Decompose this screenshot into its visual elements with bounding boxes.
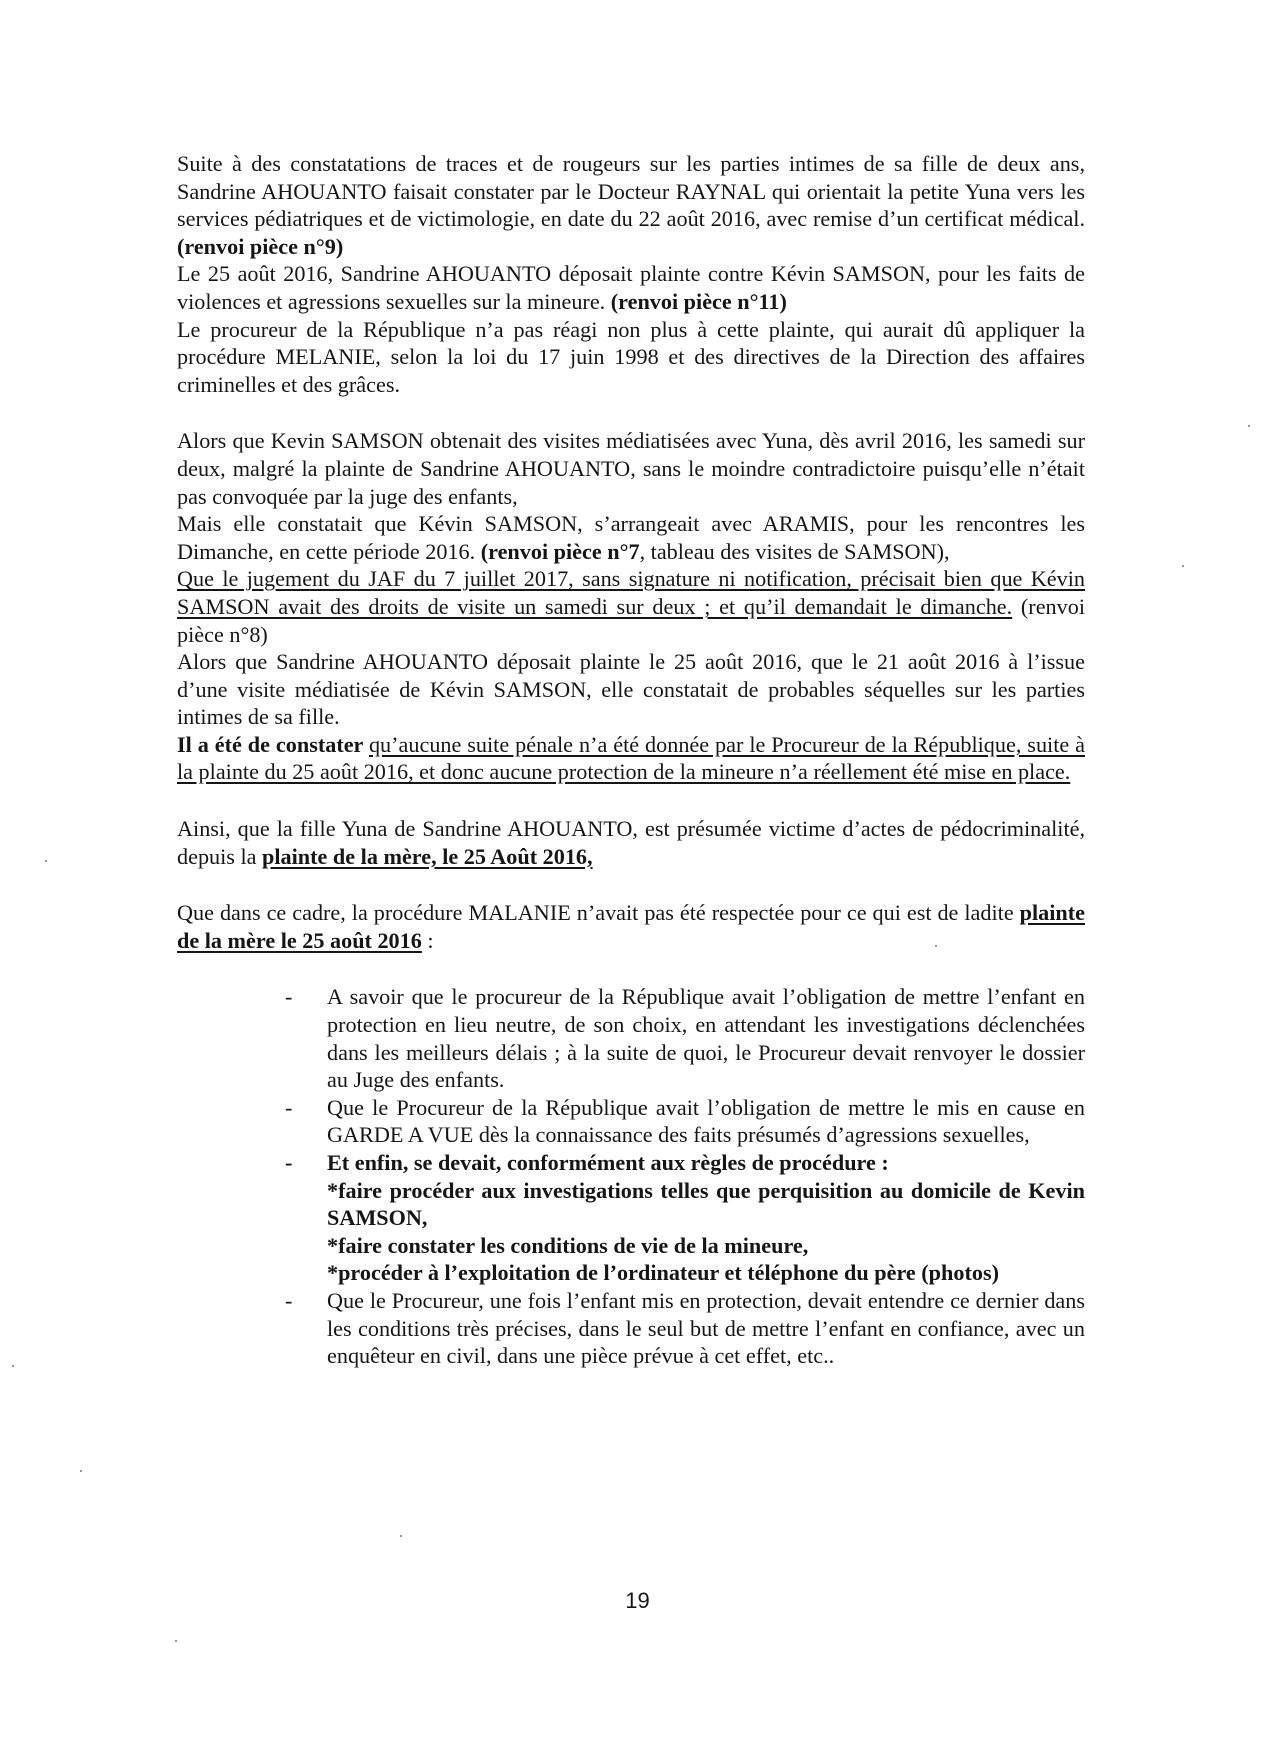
bold-underlined-text: plainte de la mère, le 25 Août 2016, bbox=[262, 843, 593, 869]
sub-item: *faire procéder aux investigations telles que perquisition au domicile de Kevin SAMSON, bbox=[327, 1177, 1085, 1231]
bold-underlined-text: plainte de la mère le 25 août 2016 bbox=[177, 900, 1085, 953]
paragraph-spacer bbox=[177, 870, 1085, 899]
list-item-text: A savoir que le procureur de la République avait l’obligation de mettre l’enfant en protection en lieu neutre, de son choix, en attendant les investigations déclenchées dans les meilleurs délais ; à la suite de quoi, le Procureur devait renvoyer le dossier au Juge des enfants. bbox=[327, 984, 1085, 1093]
underlined-text: qu’aucune suite pénale n’a été donnée par le Procureur de la République, suite à la plainte du 25 août 2016, et donc aucune protection de la mineure n’a réellement été mise en place. bbox=[177, 731, 1085, 785]
scan-speck bbox=[175, 1640, 177, 1642]
scan-speck bbox=[12, 1365, 14, 1367]
paragraph-text: Ainsi, que la fille Yuna de Sandrine AHOUANTO, est présumée victime d’actes de pédocriminalité, depuis la bbox=[177, 816, 1085, 869]
list-item-text: Que le Procureur, une fois l’enfant mis en protection, devait entendre ce dernier dans les conditions très précises, dans le seul but de mettre l’enfant en confiance, avec un enquêteur en civil, dans une pièce prévue à cet effet, etc.. bbox=[327, 1287, 1085, 1369]
list-item bbox=[177, 1094, 1085, 1149]
bold-lead: Il a été de constater bbox=[177, 731, 369, 757]
scan-speck bbox=[1182, 565, 1184, 567]
list-item bbox=[177, 1149, 1085, 1287]
paragraph-text: Que dans ce cadre, la procédure MALANIE n’avait pas été respectée pour ce qui est de ladite bbox=[177, 900, 1020, 926]
reference-piece-11: (renvoi pièce n°11) bbox=[610, 288, 787, 314]
paragraph bbox=[177, 565, 1085, 648]
list-item-text: Et enfin, se devait, conformément aux règles de procédure : bbox=[327, 1150, 889, 1175]
sub-item: *faire constater les conditions de vie de la mineure, bbox=[327, 1232, 809, 1258]
paragraph: Alors que Sandrine AHOUANTO déposait plainte le 25 août 2016, que le 21 août 2016 à l’issue d’une visite médiatisée de Kévin SAMSON, elle constatait de probables séquelles sur les parties intimes de sa fille. bbox=[177, 649, 1085, 730]
list-item bbox=[177, 1287, 1085, 1370]
paragraph-tail: : bbox=[421, 927, 434, 953]
paragraph-spacer bbox=[177, 398, 1085, 427]
paragraph bbox=[177, 510, 1085, 565]
underlined-text: Que le jugement du JAF du 7 juillet 2017, sans signature ni notification, précisait bien que Kévin SAMSON avait des droits de visite un samedi sur deux ; et qu’il demandait le dimanche. bbox=[177, 566, 1085, 619]
paragraph bbox=[177, 899, 1085, 954]
scan-speck bbox=[45, 860, 47, 862]
page-number: 19 bbox=[625, 1588, 650, 1613]
paragraph bbox=[177, 731, 1085, 786]
reference-piece-7-detail: , tableau des visites de SAMSON), bbox=[639, 538, 950, 564]
reference-piece-7: (renvoi pièce n°7 bbox=[480, 538, 640, 564]
dash-bullet: - bbox=[285, 1094, 293, 1120]
paragraph-text: Suite à des constatations de traces et de rougeurs sur les parties intimes de sa fille de deux ans, Sandrine AHOUANTO faisait constater par le Docteur RAYNAL qui orientait la petite Yuna vers les services pédiatriques et de victimologie, en date du 22 août 2016, avec remise d’un certificat médical. bbox=[177, 151, 1085, 232]
paragraph-text: Le 25 août 2016, Sandrine AHOUANTO déposait plainte contre Kévin SAMSON, pour les faits de violences et agressions sexuelles sur la mineure. bbox=[177, 261, 1085, 314]
list-item bbox=[177, 983, 1085, 1093]
document-body bbox=[177, 150, 1085, 1370]
sub-item: *procéder à l’exploitation de l’ordinateur et téléphone du père (photos) bbox=[327, 1260, 999, 1286]
paragraph-text: Mais elle constatait que Kévin SAMSON, s’arrangeait avec ARAMIS, pour les rencontres les Dimanche, en cette période 2016. bbox=[177, 511, 1085, 564]
paragraph bbox=[177, 260, 1085, 315]
paragraph bbox=[177, 815, 1085, 870]
scan-speck bbox=[1248, 425, 1250, 427]
scan-speck bbox=[80, 1470, 82, 1472]
obligations-list bbox=[177, 983, 1085, 1369]
list-item-text: Que le Procureur de la République avait l’obligation de mettre le mis en cause en GARDE A VUE dès la connaissance des faits présumés d’agressions sexuelles, bbox=[327, 1094, 1085, 1148]
reference-piece-8: (renvoi pièce n°8) bbox=[177, 593, 1085, 647]
scan-speck bbox=[935, 945, 937, 947]
dash-bullet: - bbox=[285, 984, 293, 1010]
paragraph: Alors que Kevin SAMSON obtenait des visites médiatisées avec Yuna, dès avril 2016, les samedi sur deux, malgré la plainte de Sandrine AHOUANTO, sans le moindre contradictoire puisqu’elle n’était pas convoquée par la juge des enfants, bbox=[177, 428, 1085, 509]
paragraph bbox=[177, 150, 1085, 260]
scan-speck bbox=[400, 1535, 402, 1537]
dash-bullet: - bbox=[285, 1287, 293, 1313]
paragraph-spacer bbox=[177, 954, 1085, 983]
paragraph-spacer bbox=[177, 786, 1085, 815]
reference-piece-9: (renvoi pièce n°9) bbox=[177, 233, 344, 259]
paragraph: Le procureur de la République n’a pas réagi non plus à cette plainte, qui aurait dû appliquer la procédure MELANIE, selon la loi du 17 juin 1998 et des directives de la Direction des affaires criminelles et des grâces. bbox=[177, 316, 1085, 397]
dash-bullet: - bbox=[285, 1150, 293, 1175]
